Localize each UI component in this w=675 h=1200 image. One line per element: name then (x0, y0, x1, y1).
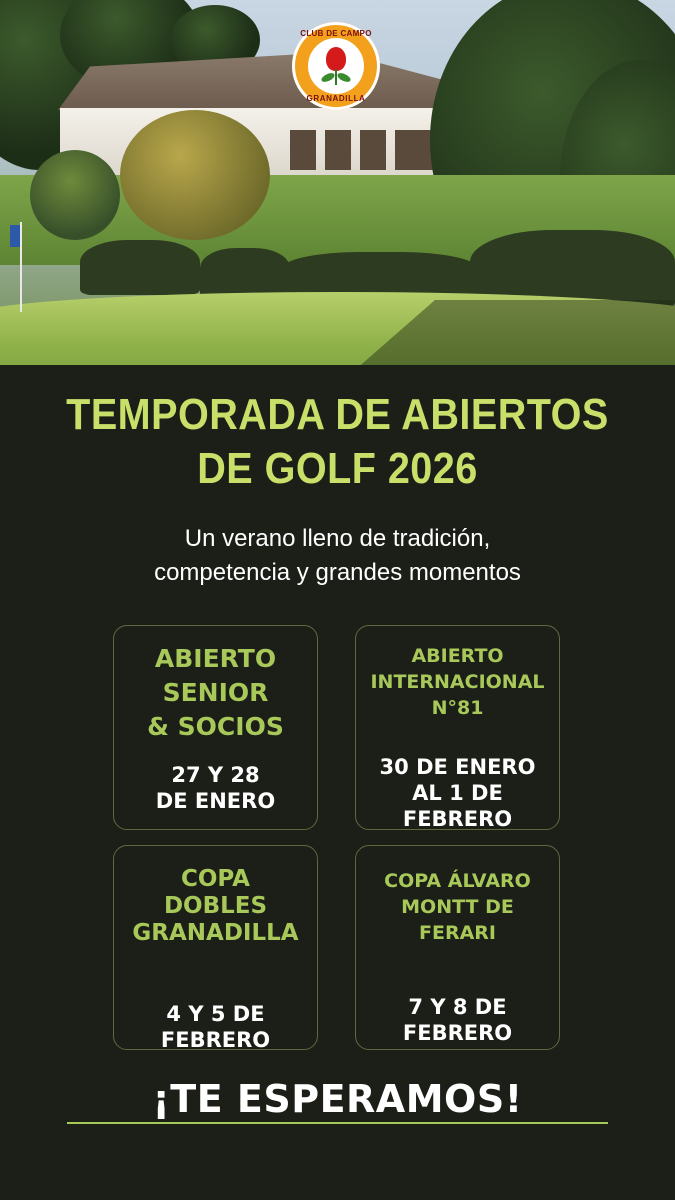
event-title: ABIERTO SENIOR & SOCIOS (147, 644, 284, 741)
subtitle (0, 522, 675, 590)
page-title (34, 388, 642, 496)
event-date: 27 Y 28 DE ENERO (155, 763, 276, 813)
event-card-internacional (355, 625, 560, 830)
event-date: 4 Y 5 DE FEBRERO (160, 1002, 271, 1052)
logo-top-text: CLUB DE CAMPO (300, 29, 372, 38)
event-title: COPA ÁLVARO MONTT DE FERARI (384, 870, 531, 944)
cta-text: ¡TE ESPERAMOS! (152, 1077, 523, 1121)
event-title: ABIERTO INTERNACIONAL N°81 (370, 645, 545, 719)
event-card-senior-socios (113, 625, 318, 830)
event-card-copa-dobles (113, 845, 318, 1050)
event-card-copa-alvaro (355, 845, 560, 1050)
event-title: COPA DOBLES GRANADILLA (132, 866, 299, 946)
logo-bottom-text: GRANADILLA (306, 94, 366, 103)
golf-flag-icon (10, 225, 20, 247)
rose-icon (326, 47, 346, 71)
title-line-1: TEMPORADA DE ABIERTOS (66, 390, 609, 439)
golf-flag-pole (20, 222, 22, 312)
title-line-2: DE GOLF 2026 (197, 444, 478, 493)
club-logo (292, 22, 380, 110)
subtitle-line-2: competencia y grandes momentos (154, 559, 521, 586)
event-date: 7 Y 8 DE FEBRERO (402, 995, 513, 1045)
event-date: 30 DE ENERO AL 1 DE FEBRERO (379, 755, 536, 831)
divider (67, 1122, 608, 1124)
clubhouse-photo (0, 0, 675, 365)
subtitle-line-1: Un verano lleno de tradición, (184, 525, 491, 552)
